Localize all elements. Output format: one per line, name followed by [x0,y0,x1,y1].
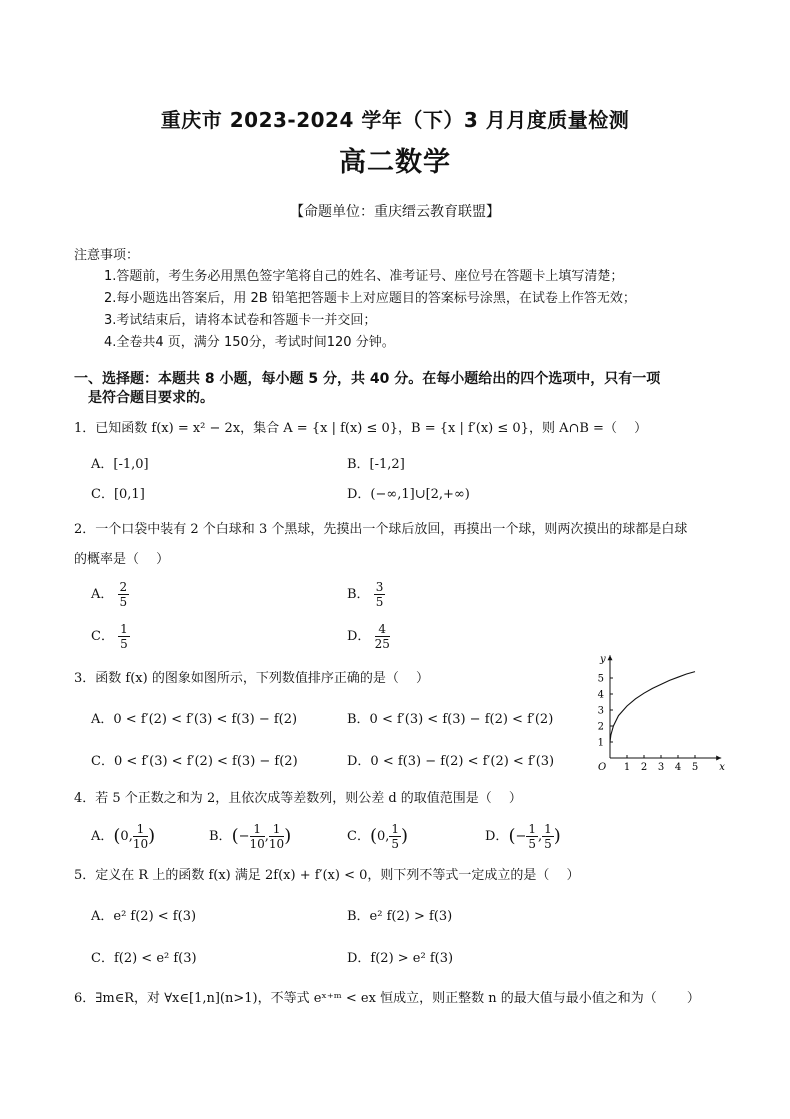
fraction [526,822,538,851]
denominator: 5 [120,637,128,651]
option-label: D． [485,829,509,844]
paren-close: ) [148,825,156,847]
fraction [118,622,130,651]
comma: , [264,829,269,844]
exam-unit: 【命题单位：重庆缙云教育联盟】 [290,204,500,220]
y-tick-label: 5 [597,673,604,685]
paren-close: ) [401,825,409,847]
denominator: 10 [132,837,149,851]
interval-start: 0, [120,829,133,844]
denominator: 5 [544,837,552,851]
question-2-line-2: 的概率是（ ） [74,552,170,567]
notes-heading: 注意事项： [74,248,140,263]
exam-title: 重庆市 2023-2024 学年（下）3 月月度质量检测 [160,108,630,132]
fraction [269,822,284,851]
paren-open: ( [508,825,516,847]
minus-sign: − [515,829,527,844]
note-item: 3.考试结束后，请将本试卷和答题卡一并交回； [104,313,377,328]
notes-list [104,266,636,354]
q1-option-d: D．(−∞,1]∪[2,+∞) [347,487,470,502]
y-tick-label: 1 [597,737,604,749]
denominator: 10 [249,837,265,851]
q4-option-d [485,822,561,851]
fraction [389,822,401,851]
comma: , [538,829,543,844]
option-label: D． [347,629,371,644]
numerator: 1 [250,822,265,837]
fraction [375,622,390,651]
note-item: 4.全卷共4 页，满分 150分，考试时间120 分钟。 [104,335,395,350]
q5-option-a: A．e² f(2) < f(3) [91,909,197,924]
q2-option-d [347,622,390,651]
option-label: C． [347,829,370,844]
q5-option-d: D．f(2) > e² f(3) [347,951,454,966]
paren-open: ( [113,825,121,847]
section-heading [74,370,734,408]
q2-option-c [91,622,130,651]
y-axis-label: y [600,654,606,666]
note-item: 1.答题前，考生务必用黑色签字笔将自己的姓名、准考证号、座位号在答题卡上填写清楚； [104,269,624,284]
numerator: 1 [269,822,284,837]
x-tick-label: 2 [640,762,648,773]
q2-option-a [91,580,129,609]
fraction [133,822,148,851]
question-3: 3．函数 f(x) 的图象如图所示，下列数值排序正确的是（ ） [74,671,429,686]
note-item: 2.每小题选出答案后，用 2B 铅笔把答题卡上对应题目的答案标号涂黑，在试卷上作答无效； [104,291,636,306]
question-2-line-1: 2．一个口袋中装有 2 个白球和 3 个黑球，先摸出一个球后放回，再摸出一个球，则两次摸出的球都是白球 [74,522,688,537]
fraction [250,822,265,851]
q5-option-b: B．e² f(2) > f(3) [347,909,453,924]
q2-option-b [347,580,385,609]
q4-option-c [347,822,408,851]
numerator: 2 [119,580,128,594]
numerator: 1 [544,822,552,836]
interval-start: 0, [376,829,390,844]
function-graph [588,644,725,776]
exam-subject: 高二数学 [339,147,451,178]
option-label: B． [347,587,370,602]
question-4: 4．若 5 个正数之和为 2，且依次成等差数列，则公差 d 的取值范围是（ ） [74,791,522,806]
y-tick-label: 3 [597,705,604,717]
q1-option-a: A．[-1,0] [91,457,149,472]
x-axis-label: x [719,762,725,773]
denominator: 10 [268,837,285,851]
q3-option-a: A．0 < f′(2) < f′(3) < f(3) − f(2) [91,712,298,727]
option-label: B． [209,829,232,844]
numerator: 1 [528,822,537,836]
x-axis-arrow [716,756,721,761]
paren-close: ) [553,825,561,847]
numerator: 1 [133,822,148,837]
x-tick-label: 5 [691,762,699,773]
numerator: 1 [120,622,128,636]
denominator: 5 [391,837,400,851]
x-tick-label: 1 [623,762,631,773]
denominator: 25 [374,637,390,651]
q4-option-a [91,822,155,851]
function-curve [610,672,695,742]
question-6: 6．∃m∈R，对 ∀x∈[1,n](n>1)，不等式 eˣ⁺ᵐ < ex 恒成立，则正整数 n 的最大值与最小值之和为（ ） [74,991,700,1006]
x-tick-label: 4 [674,762,682,773]
q3-option-b: B．0 < f′(3) < f(3) − f(2) < f′(2) [347,712,554,727]
section-line-2: 是符合题目要求的。 [88,390,214,406]
q4-option-b [209,822,291,851]
question-5: 5．定义在 R 上的函数 f(x) 满足 2f(x) + f′(x) < 0，则下列不等式一定成立的是（ ） [74,868,580,883]
numerator: 3 [375,580,384,594]
option-label: A． [91,829,114,844]
q5-option-c: C．f(2) < e² f(3) [91,951,197,966]
minus-sign: − [238,829,250,844]
y-axis-arrow [608,655,613,660]
fraction [374,580,386,609]
option-label: C． [91,629,114,644]
q1-option-b: B．[-1,2] [347,457,405,472]
x-tick-label: 3 [657,762,665,773]
fraction [542,822,554,851]
section-line-1: 一、选择题：本题共 8 小题，每小题 5 分，共 40 分。在每小题给出的四个选项中，只有一项 [74,371,661,387]
denominator: 5 [375,595,384,609]
q1-option-c: C．[0,1] [91,487,145,502]
option-label: A． [91,587,114,602]
q3-option-c: C．0 < f′(3) < f′(2) < f(3) − f(2) [91,754,298,769]
fraction [118,580,130,609]
q3-option-d: D．0 < f(3) − f(2) < f′(2) < f′(3) [347,754,555,769]
numerator: 4 [375,622,390,637]
origin-label: O [598,762,607,773]
numerator: 1 [391,822,400,836]
paren-open: ( [231,825,239,847]
denominator: 5 [119,595,128,609]
y-tick-label: 2 [597,721,604,733]
paren-close: ) [284,825,292,847]
y-tick-label: 4 [597,689,604,701]
paren-open: ( [369,825,377,847]
question-1: 1．已知函数 f(x) = x² − 2x，集合 A = {x | f(x) ≤ 0}，B = {x | f′(x) ≤ 0}，则 A∩B =（ ） [74,421,648,436]
denominator: 5 [528,837,537,851]
